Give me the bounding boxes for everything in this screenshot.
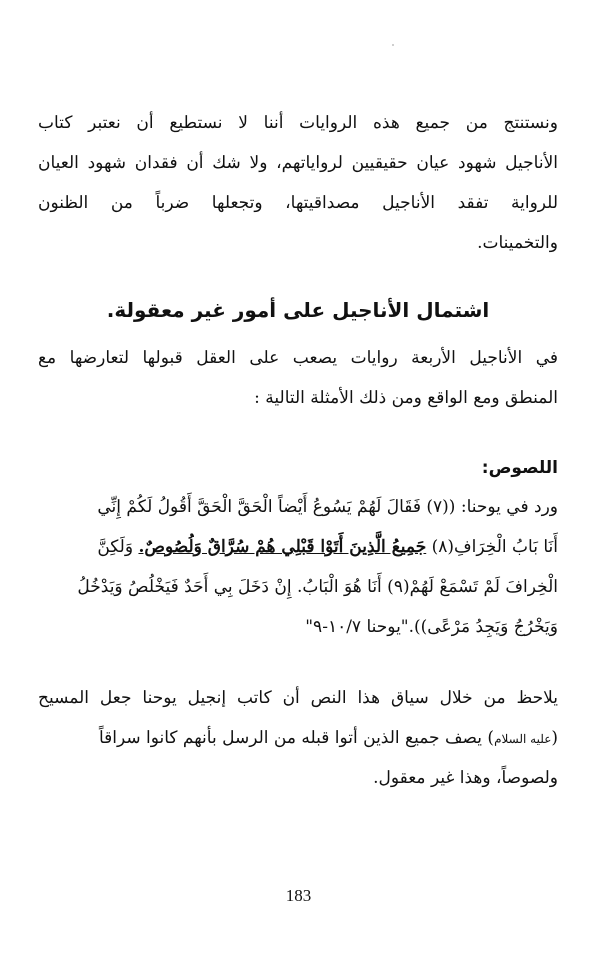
quote-line: وَيَخْرُجُ وَيَجِدُ مَرْعًى))."يوحنا ١٠/٧-٩"	[305, 617, 558, 637]
paragraph-segment: ) يصف جميع الذين أتوا قبله من الرسل بأنهم كانوا سراقاً	[98, 728, 495, 748]
quote-segment: وَلَكِنَّ	[97, 537, 134, 557]
paragraph-line: في الأناجيل الأربعة روايات يصعب على العقل قبولها لتعارضها مع	[38, 348, 558, 368]
paragraph-line: الأناجيل شهود عيان حقيقيين لرواياتهم، ولا شك أن فقدان شهود العيان	[38, 153, 558, 173]
paragraph-line: للرواية تفقد الأناجيل مصداقيتها، وتجعلها ضرباً من الظنون	[38, 193, 558, 213]
quote-line	[38, 527, 558, 567]
paragraph-line: المنطق ومع الواقع ومن ذلك الأمثلة التالية :	[254, 388, 558, 408]
paragraph-conclusion	[38, 103, 558, 263]
paragraph-observation	[38, 678, 558, 798]
quote-segment: أَنَا بَابُ الْخِرَافِ(٨)	[431, 537, 558, 557]
paragraph-intro	[38, 338, 558, 418]
subheading-thieves: اللصوص:	[481, 458, 558, 478]
scripture-quote	[38, 487, 558, 647]
scan-speck	[392, 44, 394, 46]
section-heading: اشتمال الأناجيل على أمور غير معقولة.	[106, 298, 490, 322]
page-number: 183	[285, 886, 312, 905]
quote-line: ورد في يوحنا: ((٧) فَقَالَ لَهُمْ يَسُوعُ أَيْضاً الْحَقَّ الْحَقَّ أَقُولُ لَكُمْ إِنِّي	[97, 497, 558, 517]
paragraph-line: ولصوصاً، وهذا غير معقول.	[373, 768, 558, 788]
quote-line: الْخِرافَ لَمْ تَسْمَعْ لَهُمْ(٩) أَنَا هُوَ الْبَابُ. إِنْ دَخَلَ بِي أَحَدٌ فَيَخْلُصُ وَيَدْخُلُ	[77, 577, 558, 597]
paragraph-line	[38, 718, 558, 758]
paragraph-line: يلاحظ من خلال سياق هذا النص أن كاتب إنجيل يوحنا جعل المسيح	[38, 688, 558, 708]
paragraph-line: والتخمينات.	[477, 233, 558, 253]
paren-open: (	[551, 728, 558, 748]
quote-emphasis: جَمِيعُ الَّذِينَ أَتَوْا قَبْلِي هُمْ سُرَّاقٌ وَلُصُوصٌ.	[138, 537, 427, 557]
paragraph-line: ونستنتج من جميع هذه الروايات أننا لا نستطيع أن نعتبر كتاب	[38, 113, 558, 133]
honorific: عليه السلام	[494, 732, 552, 746]
